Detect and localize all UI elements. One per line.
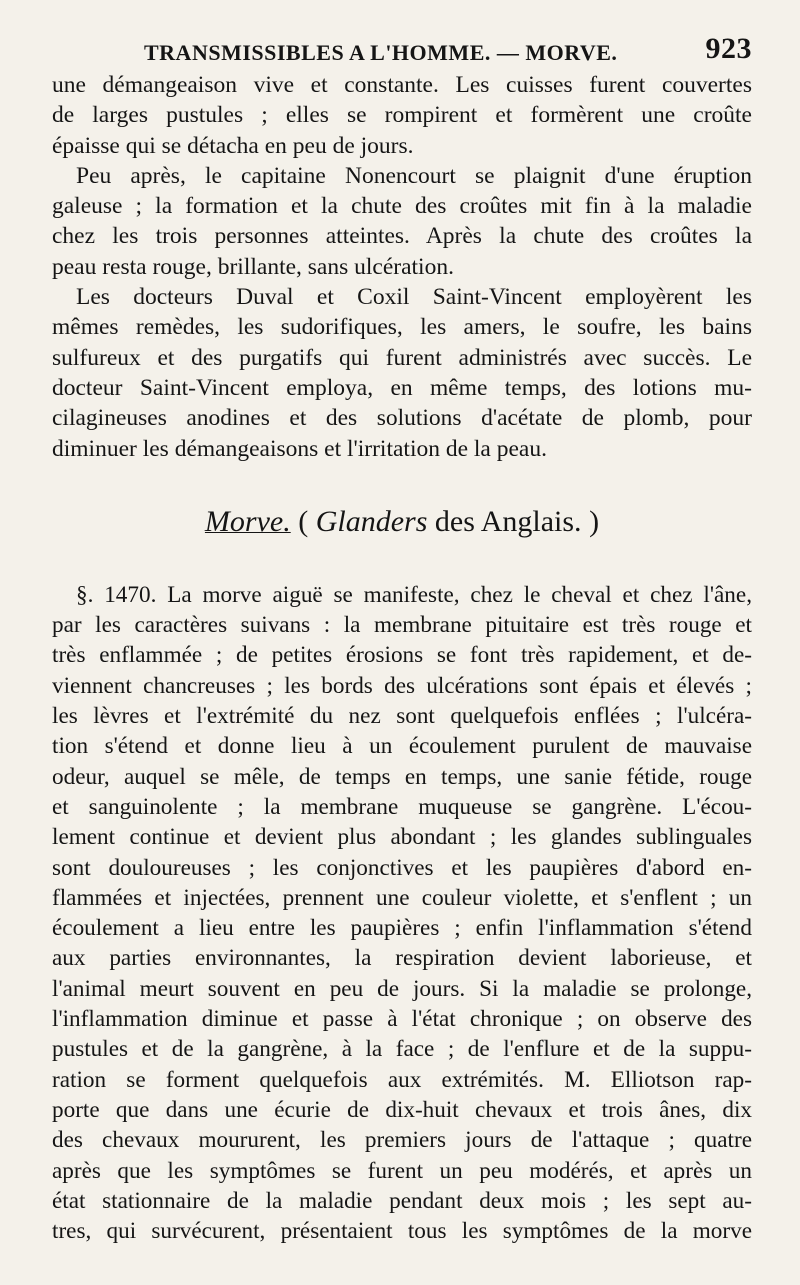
text-line: lement continue et devient plus abondant ; les glandes sublinguales	[52, 824, 752, 851]
page-number: 923	[705, 32, 752, 65]
text-line: aux parties environnantes, la respiration devient laborieuse, et	[52, 945, 752, 972]
text-line: l'animal meurt souvent en peu de jours. Si la maladie se prolonge,	[52, 975, 752, 1002]
text-line: diminuer les démangeaisons et l'irritation de la peau.	[52, 435, 547, 462]
text-line: et sanguinolente ; la membrane muqueuse se gangrène. L'écou-	[52, 793, 752, 820]
paragraph-1470	[52, 580, 752, 1247]
text-line: état stationnaire de la maladie pendant deux mois ; les sept au-	[52, 1187, 752, 1214]
text-line: porte que dans une écurie de dix-huit chevaux et trois ânes, dix	[52, 1096, 752, 1123]
text-line: viennent chancreuses ; les bords des ulcérations sont épais et élevés ;	[52, 672, 752, 699]
text-line: chez les trois personnes atteintes. Après la chute des croûtes la	[52, 223, 752, 250]
text-line: des chevaux moururent, les premiers jours de l'attaque ; quatre	[52, 1127, 752, 1154]
text-line: odeur, auquel se mêle, de temps en temps, une sanie fétide, rouge	[52, 763, 752, 790]
text-line: pustules et de la gangrène, à la face ; de l'enflure et de la suppu-	[52, 1036, 752, 1063]
text-line: flammées et injectées, prennent une couleur violette, et s'enflent ; un	[52, 884, 752, 911]
text-line: épaisse qui se détacha en peu de jours.	[52, 132, 414, 159]
section-heading	[52, 470, 752, 574]
text-line: galeuse ; la formation et la chute des croûtes mit fin à la maladie	[52, 193, 752, 220]
running-title: TRANSMISSIBLES A L'HOMME. — MORVE.	[144, 40, 618, 65]
body-text	[52, 70, 752, 1246]
text-line: l'inflammation diminue et passe à l'état chronique ; on observe des	[52, 1006, 752, 1033]
section-title-morve: Morve.	[204, 504, 291, 538]
text-line: une démangeaison vive et constante. Les cuisses furent couvertes	[52, 72, 752, 98]
paragraph-continued	[52, 70, 752, 161]
text-line: Peu après, le capitaine Nonencourt se plaignit d'une éruption	[76, 162, 752, 189]
text-line: mêmes remèdes, les sudorifiques, les amers, le soufre, les bains	[52, 314, 752, 341]
text-line: de larges pustules ; elles se rompirent et formèrent une croûte	[52, 102, 752, 129]
text-line: peau resta rouge, brillante, sans ulcération.	[52, 253, 454, 280]
section-close-paren: )	[589, 504, 600, 538]
section-open-paren: (	[298, 504, 309, 538]
text-line: très enflammée ; de petites érosions se font très rapidement, et de-	[52, 642, 752, 669]
text-line: après que les symptômes se furent un peu modérés, et après un	[52, 1157, 752, 1184]
text-line: par les caractères suivans : la membrane pituitaire est très rouge et	[52, 612, 752, 639]
section-title-glanders: Glanders	[315, 504, 428, 538]
section-title-rest: des Anglais.	[434, 504, 582, 538]
paragraph	[52, 282, 752, 464]
running-head	[52, 30, 752, 70]
text-line: écoulement a lieu entre les paupières ; enfin l'inflammation s'étend	[52, 915, 752, 942]
text-line: tres, qui survécurent, présentaient tous les symptômes de la morve	[52, 1218, 752, 1245]
text-line: Les docteurs Duval et Coxil Saint-Vincent employèrent les	[76, 284, 752, 311]
text-line: cilagineuses anodines et des solutions d'acétate de plomb, pour	[52, 405, 752, 432]
text-line: les lèvres et l'extrémité du nez sont quelquefois enflées ; l'ulcéra-	[52, 703, 752, 730]
text-line: sulfureux et des purgatifs qui furent administrés avec succès. Le	[52, 344, 752, 371]
text-line: tion s'étend et donne lieu à un écoulement purulent de mauvaise	[52, 733, 752, 760]
text-line: sont douloureuses ; les conjonctives et les paupières d'abord en-	[52, 854, 752, 881]
paragraph	[52, 161, 752, 282]
text-line: docteur Saint-Vincent employa, en même temps, des lotions mu-	[52, 374, 752, 401]
text-line: ration se forment quelquefois aux extrémités. M. Elliotson rap-	[52, 1066, 752, 1093]
text-line: §. 1470. La morve aiguë se manifeste, chez le cheval et chez l'âne,	[76, 581, 752, 608]
